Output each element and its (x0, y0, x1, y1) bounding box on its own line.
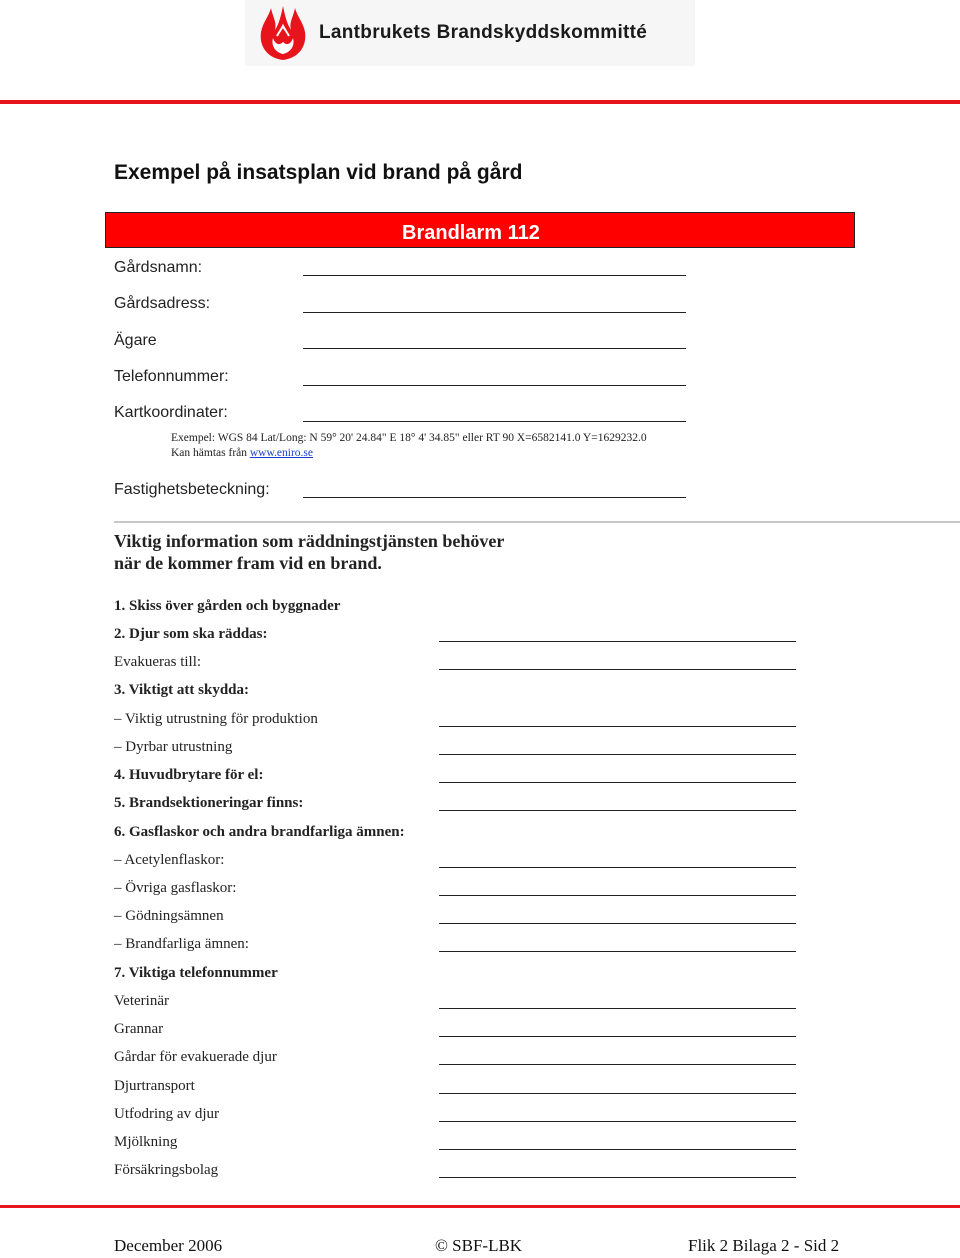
coords-source-prefix: Kan hämtas från (171, 447, 250, 459)
item-animals: 2. Djur som ska räddas: (114, 626, 268, 642)
alarm-banner-text: Brandlarm 112 (402, 222, 540, 244)
main-switch-field[interactable] (439, 782, 796, 783)
item-expensive-equipment: – Dyrbar utrustning (114, 739, 233, 755)
other-gas-field[interactable] (439, 895, 796, 896)
item-protect: 3. Viktigt att skydda: (114, 682, 250, 698)
item-milking: Mjölkning (114, 1134, 178, 1150)
item-insurance: Försäkringsbolag (114, 1162, 219, 1178)
item-main-switch: 4. Huvudbrytare för el: (114, 767, 264, 783)
alarm-banner (105, 212, 855, 248)
item-vet: Veterinär (114, 993, 169, 1009)
vet-field[interactable] (439, 1008, 796, 1009)
item-phones: 7. Viktiga telefonnummer (114, 965, 278, 981)
acetylene-field[interactable] (439, 867, 796, 868)
flammables-field[interactable] (439, 951, 796, 952)
org-name: Lantbrukets Brandskyddskommitté (319, 22, 648, 43)
item-fire-sections: 5. Brandsektioneringar finns: (114, 795, 304, 811)
item-other-gas: – Övriga gasflaskor: (114, 880, 237, 896)
expensive-equipment-field[interactable] (439, 754, 796, 755)
footer-divider (0, 1205, 960, 1208)
eniro-link[interactable]: www.eniro.se (249, 447, 314, 459)
farm-name-label: Gårdsnamn: (114, 259, 203, 276)
item-gas: 6. Gasflaskor och andra brandfarliga ämnen: (114, 824, 405, 840)
property-id-label: Fastighetsbeteckning: (114, 481, 270, 498)
item-fertilizer: – Gödningsämnen (114, 908, 224, 924)
item-neighbours: Grannar (114, 1021, 164, 1037)
feeding-field[interactable] (439, 1121, 796, 1122)
map-coords-field[interactable] (303, 421, 686, 422)
item-evac-farms: Gårdar för evakuerade djur (114, 1049, 277, 1065)
fertilizer-field[interactable] (439, 923, 796, 924)
item-animal-transport: Djurtransport (114, 1078, 195, 1094)
flame-logo-icon (253, 4, 313, 62)
item-evacuate: Evakueras till: (114, 654, 202, 670)
fire-sections-field[interactable] (439, 810, 796, 811)
section-divider (114, 521, 960, 523)
milking-field[interactable] (439, 1149, 796, 1150)
animals-field[interactable] (439, 641, 796, 642)
phone-field[interactable] (303, 385, 686, 386)
item-flammables: – Brandfarliga ämnen: (114, 936, 249, 952)
farm-address-label: Gårdsadress: (114, 295, 211, 312)
evacuate-field[interactable] (439, 669, 796, 670)
header (245, 0, 695, 66)
footer-page: Flik 2 Bilaga 2 - Sid 2 (688, 1236, 840, 1255)
evac-farms-field[interactable] (439, 1064, 796, 1065)
item-acetylene: – Acetylenflaskor: (114, 852, 225, 868)
map-coords-label: Kartkoordinater: (114, 404, 228, 421)
footer-copyright: © SBF-LBK (435, 1236, 523, 1255)
top-divider (0, 100, 960, 104)
info-heading-line2: när de kommer fram vid en brand. (114, 553, 382, 573)
property-id-field[interactable] (303, 497, 686, 498)
coords-source (171, 447, 313, 459)
item-sketch: 1. Skiss över gården och byggnader (114, 598, 341, 614)
page-title: Exempel på insatsplan vid brand på gård (114, 161, 523, 184)
insurance-field[interactable] (439, 1177, 796, 1178)
footer-date: December 2006 (114, 1236, 223, 1255)
owner-label: Ägare (114, 332, 157, 349)
farm-address-field[interactable] (303, 312, 686, 313)
owner-field[interactable] (303, 348, 686, 349)
item-feeding: Utfodring av djur (114, 1106, 219, 1122)
neighbours-field[interactable] (439, 1036, 796, 1037)
production-equipment-field[interactable] (439, 726, 796, 727)
coords-example: Exempel: WGS 84 Lat/Long: N 59° 20' 24.84" E 18° 4' 34.85" eller RT 90 X=6582141.0 Y=1629232.0 (171, 432, 647, 444)
item-production-equipment: – Viktig utrustning för produktion (114, 711, 318, 727)
farm-name-field[interactable] (303, 275, 686, 276)
phone-label: Telefonnummer: (114, 368, 229, 385)
animal-transport-field[interactable] (439, 1093, 796, 1094)
info-heading-line1: Viktig information som räddningstjänsten behöver (114, 531, 505, 551)
